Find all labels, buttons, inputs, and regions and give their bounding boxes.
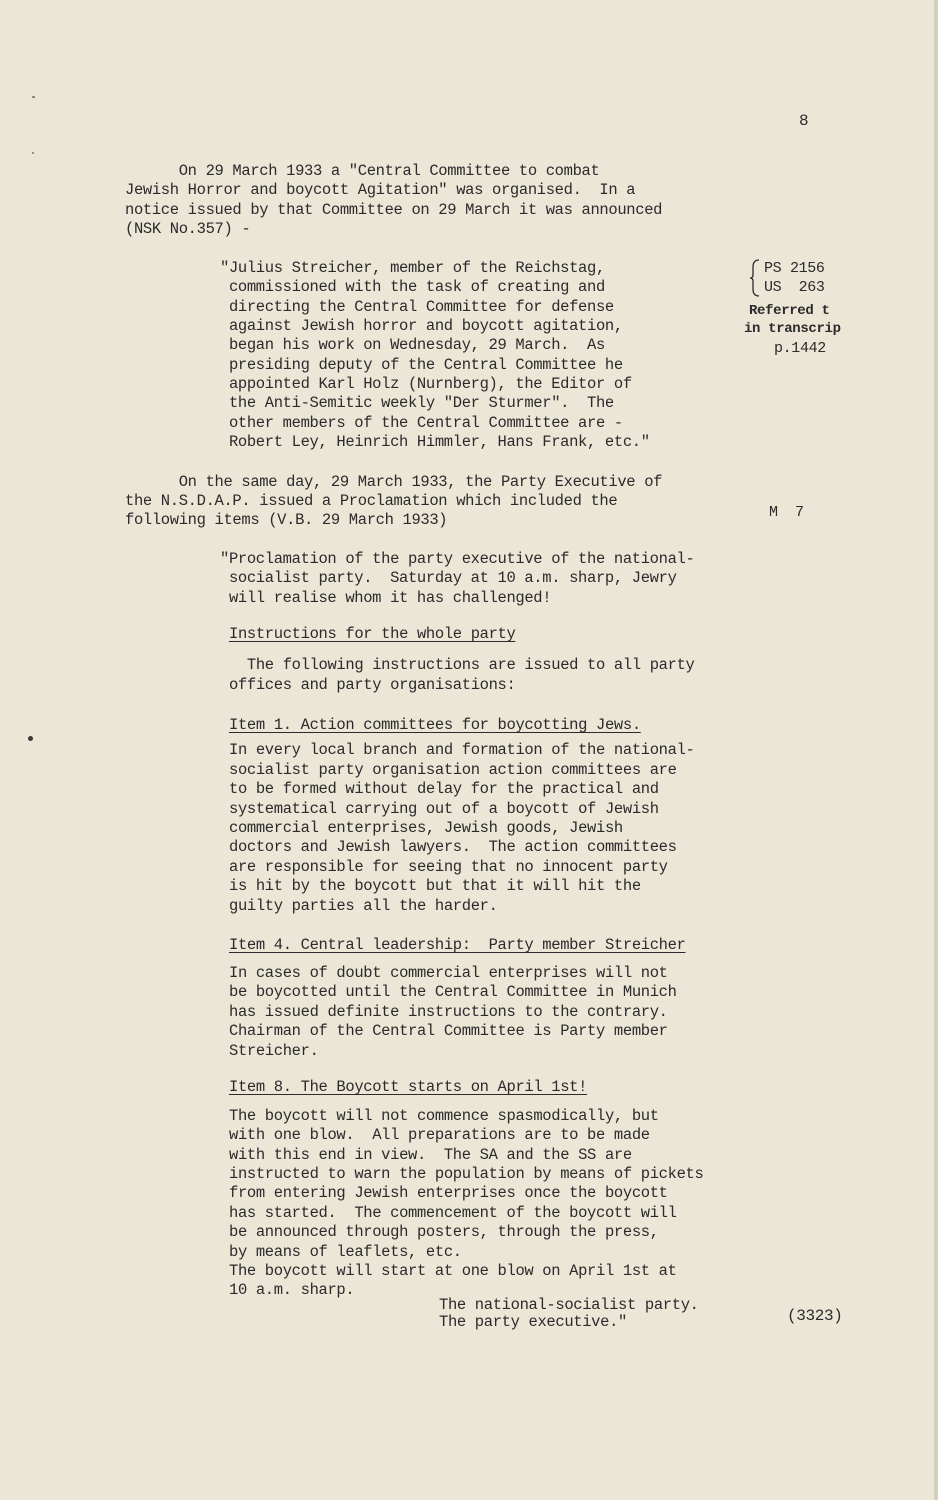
text-line: Jewish Horror and boycott Agitation" was organised. In a	[125, 181, 636, 199]
text-line: The boycott will start at one blow on April 1st at	[229, 1262, 677, 1280]
page-number: 8	[799, 112, 809, 130]
text-line: "Proclamation of the party executive of the national-	[220, 550, 695, 568]
text-line: commissioned with the task of creating and	[220, 278, 605, 296]
referred-note-line: p.1442	[774, 340, 826, 357]
text-line: socialist party organisation action committees are	[229, 761, 677, 779]
referred-note-line: in transcrip	[744, 321, 841, 337]
text-line: has started. The commencement of the boycott will	[229, 1204, 677, 1222]
text-line: In every local branch and formation of the national-	[229, 741, 695, 759]
text-line: from entering Jewish enterprises once the boycott	[229, 1184, 668, 1202]
brace-icon	[749, 259, 761, 297]
text-line: On the same day, 29 March 1933, the Party Executive of	[125, 473, 663, 491]
text-line: with this end in view. The SA and the SS are	[229, 1146, 632, 1164]
text-line: be announced through posters, through the press,	[229, 1223, 659, 1241]
referred-note-line: Referred t	[749, 303, 830, 319]
instructions-heading: Instructions for the whole party	[229, 625, 516, 643]
item1-heading: Item 1. Action committees for boycotting Jews.	[229, 716, 641, 734]
text-line: with one blow. All preparations are to be made	[229, 1126, 650, 1144]
item4-heading: Item 4. Central leadership: Party member Streicher	[229, 936, 686, 954]
text-line: Robert Ley, Heinrich Himmler, Hans Frank, etc."	[220, 433, 650, 451]
paper-speck	[32, 96, 35, 98]
exhibit-us-number: US 263	[764, 279, 825, 296]
text-line: systematical carrying out of a boycott of Jewish	[229, 800, 659, 818]
text-line: are responsible for seeing that no innocent party	[229, 858, 668, 876]
text-line: commercial enterprises, Jewish goods, Jewish	[229, 819, 623, 837]
text-line: In cases of doubt commercial enterprises will not	[229, 964, 668, 982]
text-line: Chairman of the Central Committee is Party member	[229, 1022, 668, 1040]
transcript-page-number: (3323)	[787, 1307, 843, 1325]
text-line: (NSK No.357) -	[125, 220, 251, 238]
margin-reference-m7: M 7	[769, 504, 804, 521]
text-line: to be formed without delay for the practical and	[229, 780, 659, 798]
text-line: The party executive."	[439, 1313, 627, 1331]
text-line: the Anti-Semitic weekly "Der Sturmer". The	[220, 394, 614, 412]
text-line: the N.S.D.A.P. issued a Proclamation which included the	[125, 492, 618, 510]
text-line: On 29 March 1933 a "Central Committee to combat	[125, 162, 600, 180]
text-line: following items (V.B. 29 March 1933)	[125, 511, 448, 529]
exhibit-ps-number: PS 2156	[764, 260, 825, 277]
text-line: "Julius Streicher, member of the Reichstag,	[220, 259, 605, 277]
item8-heading: Item 8. The Boycott starts on April 1st!	[229, 1078, 588, 1096]
paper-speck	[28, 736, 33, 741]
text-line: is hit by the boycott but that it will hit the	[229, 877, 641, 895]
text-line: Streicher.	[229, 1042, 319, 1060]
text-line: other members of the Central Committee are -	[220, 414, 623, 432]
text-line: The national-socialist party.	[439, 1296, 699, 1314]
text-line: be boycotted until the Central Committee in Munich	[229, 983, 677, 1001]
text-line: directing the Central Committee for defense	[220, 298, 614, 316]
text-line: appointed Karl Holz (Nurnberg), the Editor of	[220, 375, 632, 393]
text-line: has issued definite instructions to the contrary.	[229, 1003, 668, 1021]
text-line: instructed to warn the population by means of pickets	[229, 1165, 704, 1183]
text-line: notice issued by that Committee on 29 March it was announced	[125, 201, 663, 219]
text-line: doctors and Jewish lawyers. The action committees	[229, 838, 677, 856]
text-line: socialist party. Saturday at 10 a.m. sharp, Jewry	[220, 569, 677, 587]
paper-speck	[32, 152, 34, 154]
page-edge	[934, 0, 938, 1500]
text-line: began his work on Wednesday, 29 March. As	[220, 336, 605, 354]
text-line: guilty parties all the harder.	[229, 897, 498, 915]
text-line: 10 a.m. sharp.	[229, 1281, 355, 1299]
text-line: against Jewish horror and boycott agitation,	[220, 317, 623, 335]
text-line: The following instructions are issued to all party	[229, 656, 695, 674]
text-line: presiding deputy of the Central Committee he	[220, 356, 623, 374]
text-line: The boycott will not commence spasmodically, but	[229, 1107, 659, 1125]
text-line: will realise whom it has challenged!	[220, 589, 552, 607]
text-line: by means of leaflets, etc.	[229, 1243, 462, 1261]
text-line: offices and party organisations:	[229, 676, 516, 694]
